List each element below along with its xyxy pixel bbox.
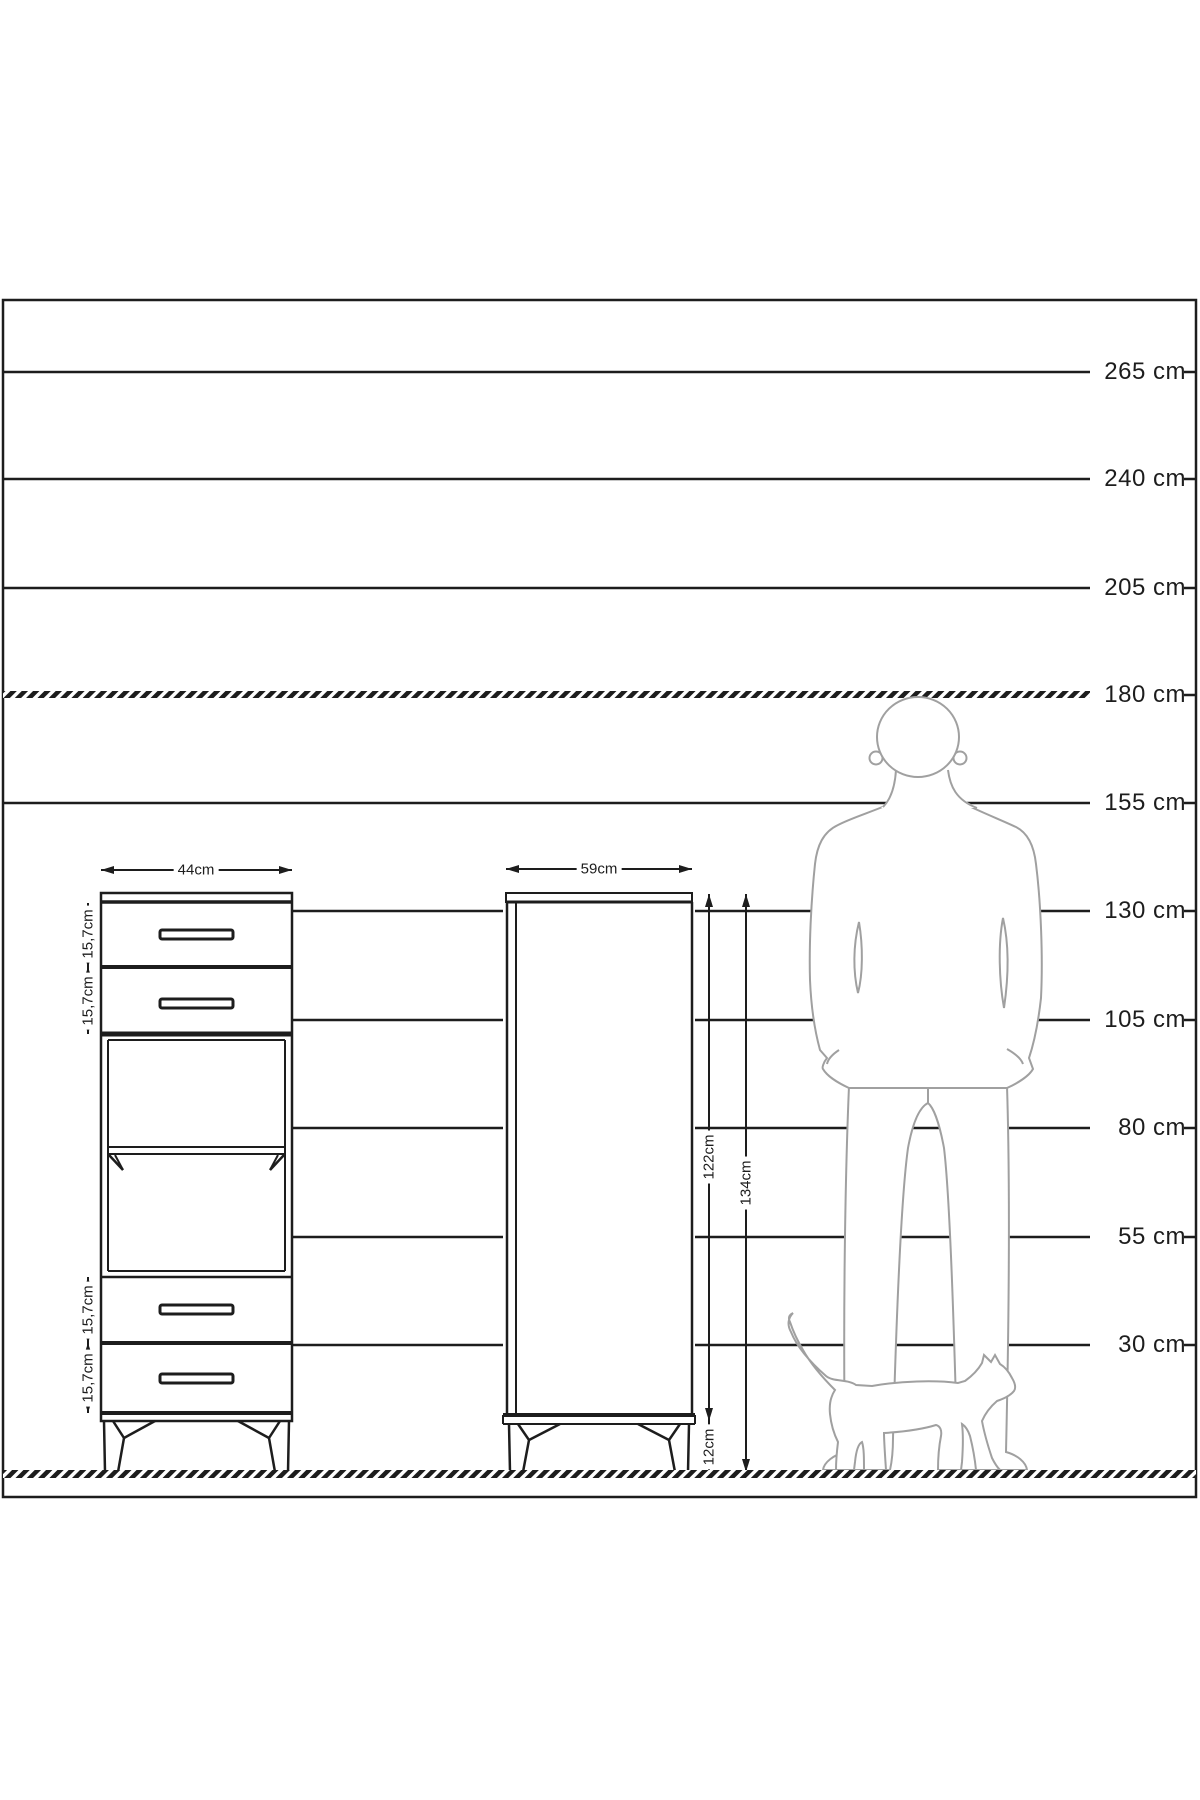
height-label-130: 130 cm — [1104, 897, 1186, 924]
right-cabinet — [503, 893, 695, 1472]
right-cabinet-legs — [509, 1424, 689, 1472]
drawer2-height-dim: 15,7cm — [80, 972, 97, 1029]
height-label-155: 155 cm — [1104, 789, 1186, 816]
height-label-55: 55 cm — [1118, 1223, 1186, 1250]
height-label-240: 240 cm — [1104, 465, 1186, 492]
height-label-80: 80 cm — [1118, 1114, 1186, 1141]
drawer-handle — [160, 1374, 233, 1383]
right-cabinet-total-height-dim: 134cm — [738, 1156, 755, 1209]
height-label-30: 30 cm — [1118, 1331, 1186, 1358]
drawer-handle — [160, 1305, 233, 1314]
left-cabinet — [101, 893, 292, 1472]
height-label-265: 265 cm — [1104, 358, 1186, 385]
height-label-205: 205 cm — [1104, 574, 1186, 601]
drawer-handle — [160, 999, 233, 1008]
right-cabinet-body-height-dim: 122cm — [701, 1130, 718, 1183]
right-cabinet-leg-height-dim: 12cm — [701, 1425, 718, 1470]
drawer1-height-dim: 15,7cm — [80, 905, 97, 962]
drawer4-height-dim: 15,7cm — [80, 1349, 97, 1406]
height-label-180: 180 cm — [1104, 681, 1186, 708]
man-head — [877, 697, 959, 777]
drawer-handle — [160, 930, 233, 939]
height-label-105: 105 cm — [1104, 1006, 1186, 1033]
left-cabinet-legs — [104, 1421, 289, 1472]
left-cabinet-width-dim: 44cm — [174, 862, 219, 879]
drawer3-height-dim: 15,7cm — [80, 1281, 97, 1338]
right-cabinet-width-dim: 59cm — [577, 861, 622, 878]
ground-line — [3, 1470, 1196, 1478]
